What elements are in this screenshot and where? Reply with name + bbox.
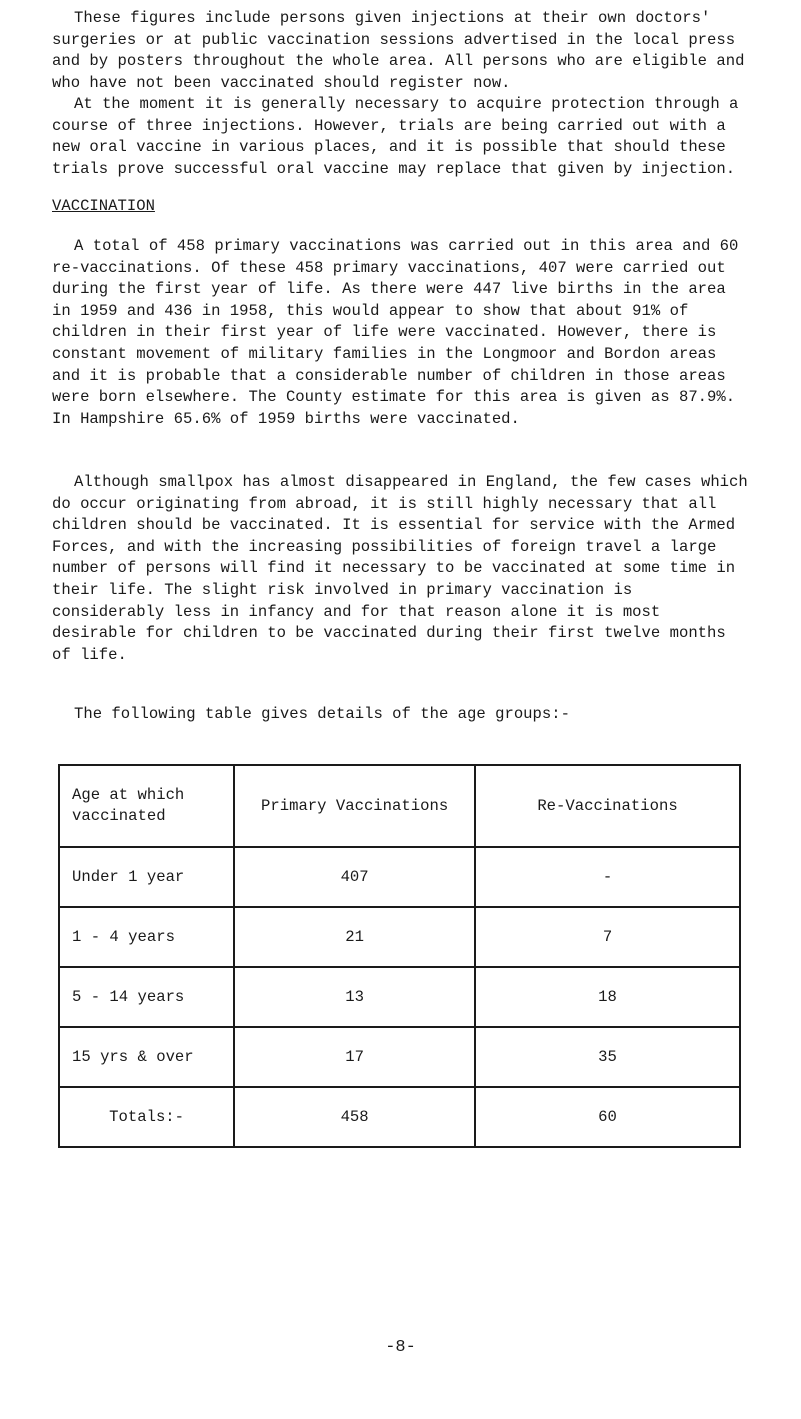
cell-primary: 407 — [234, 847, 475, 907]
table-intro-text: The following table gives details of the age groups:- — [74, 705, 570, 723]
cell-age: Totals:- — [59, 1087, 234, 1147]
header-age: Age at which vaccinated — [59, 765, 234, 847]
age-groups-table — [58, 764, 741, 1148]
cell-revacc: 18 — [475, 967, 740, 1027]
header-revaccinations: Re-Vaccinations — [475, 765, 740, 847]
intro-paragraph-2: At the moment it is generally necessary to acquire protection through a course of three injections. However, trials are being carried out with a new oral vaccine in various places, and it is possible that should these trials prove successful oral vaccine may replace that given by injection. — [52, 95, 739, 178]
table-header-row — [59, 765, 740, 847]
table-row — [59, 967, 740, 1027]
cell-primary: 21 — [234, 907, 475, 967]
vaccination-paragraph-2: Although smallpox has almost disappeared in England, the few cases which do occur originating from abroad, it is still highly necessary that all children should be vaccinated. It is essential for service with the Armed Forces, and with the increasing possibilities of foreign travel a large number of persons will find it necessary to be vaccinated at some time in their life. The slight risk involved in primary vaccination is considerably less in infancy and for that reason alone it is most desirable for children to be vaccinated during their first twelve months of life. — [52, 473, 748, 664]
cell-age: 15 yrs & over — [59, 1027, 234, 1087]
table-row — [59, 847, 740, 907]
page-number: -8- — [385, 1338, 416, 1357]
header-primary: Primary Vaccinations — [234, 765, 475, 847]
cell-revacc: 35 — [475, 1027, 740, 1087]
section-heading-vaccination: VACCINATION — [52, 197, 155, 215]
cell-primary: 458 — [234, 1087, 475, 1147]
cell-age: 5 - 14 years — [59, 967, 234, 1027]
intro-paragraph-1: These figures include persons given injections at their own doctors' surgeries or at public vaccination sessions advertised in the local press and by posters throughout the whole area. All persons who are eligible and who have not been vaccinated should register now. — [52, 9, 745, 92]
cell-revacc: 7 — [475, 907, 740, 967]
table-row — [59, 907, 740, 967]
vaccination-paragraph-1: A total of 458 primary vaccinations was carried out in this area and 60 re-vaccinations. Of these 458 primary vaccinations, 407 were carried out during the first year of life. As there were 447 live births in the area in 1959 and 436 in 1958, this would appear to show that about 91% of children in their first year of life were vaccinated. However, there is constant movement of military families in the Longmoor and Bordon areas and it is probable that a considerable number of children in those areas were born elsewhere. The County estimate for this area is given as 87.9%. In Hampshire 65.6% of 1959 births were vaccinated. — [52, 237, 739, 428]
cell-primary: 13 — [234, 967, 475, 1027]
cell-primary: 17 — [234, 1027, 475, 1087]
cell-age: Under 1 year — [59, 847, 234, 907]
cell-revacc: - — [475, 847, 740, 907]
cell-revacc: 60 — [475, 1087, 740, 1147]
cell-age: 1 - 4 years — [59, 907, 234, 967]
table-totals-row — [59, 1087, 740, 1147]
table-row — [59, 1027, 740, 1087]
